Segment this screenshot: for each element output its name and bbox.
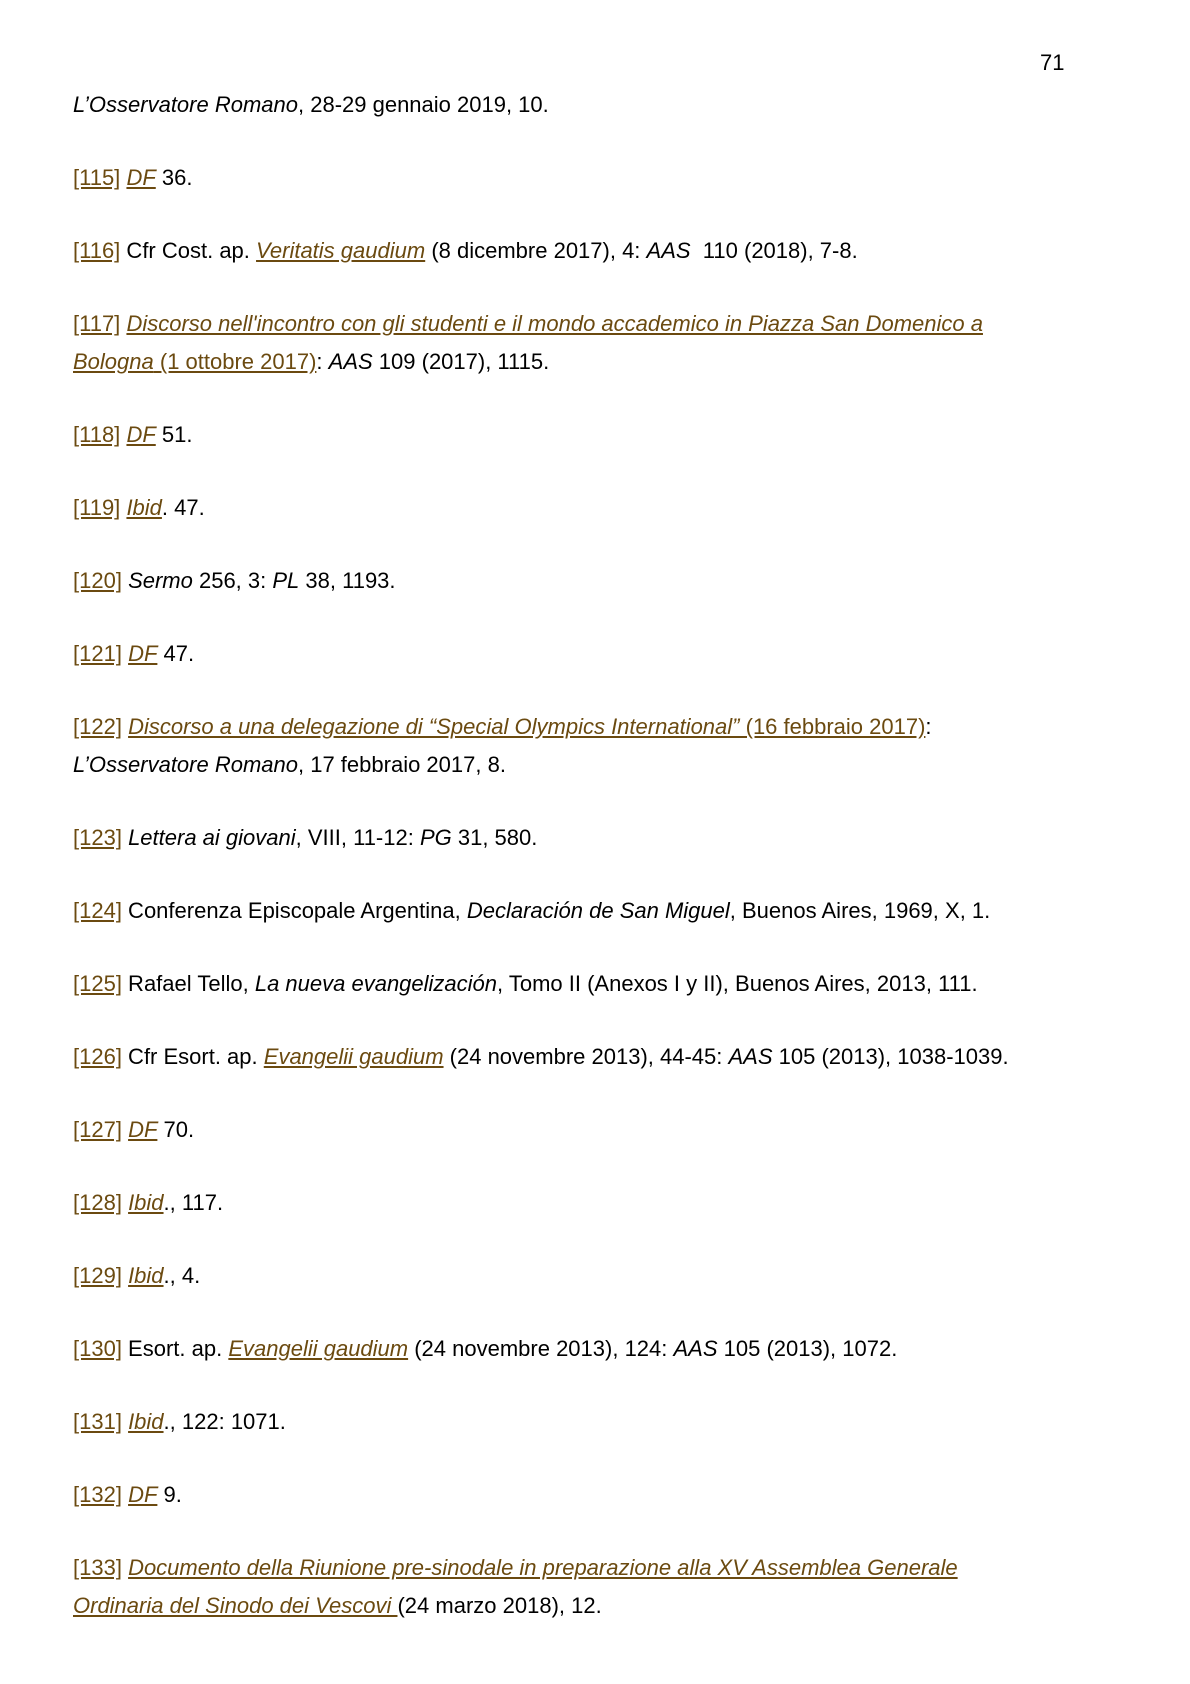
footnote-ref-link[interactable]: [132]	[73, 1482, 122, 1507]
footnote-ref-link[interactable]: [117]	[73, 311, 121, 336]
footnote-ref-link[interactable]: [131]	[73, 1409, 122, 1434]
footnote-120	[73, 562, 1123, 600]
publication-title: L’Osservatore Romano	[73, 752, 298, 777]
collection-abbrev: PL	[272, 568, 300, 593]
citation-text: , VIII, 11-12:	[295, 825, 420, 850]
work-title: Declaración de San Miguel	[466, 898, 730, 923]
work-title: La nueva evangelización	[254, 971, 498, 996]
aas-abbrev: AAS	[328, 349, 373, 374]
df-link[interactable]	[126, 422, 155, 447]
document-title: Discorso nell'incontro con gli studenti e il mondo accademico in Piazza San Domenico a	[126, 311, 983, 336]
document-title: Veritatis gaudium	[256, 238, 426, 263]
document-title: Bologna	[73, 349, 154, 374]
footnote-115	[73, 159, 1123, 197]
ibid-link[interactable]	[126, 495, 161, 520]
footnote-133	[73, 1549, 1123, 1625]
document-title: Evangelii gaudium	[228, 1336, 409, 1361]
df-sigla: DF	[126, 165, 156, 190]
df-sigla: DF	[126, 422, 156, 447]
citation-text: (8 dicembre 2017), 4:	[425, 238, 647, 263]
footnote-ref-link[interactable]: [122]	[73, 714, 122, 739]
document-link[interactable]	[264, 1044, 444, 1069]
footnote-126	[73, 1038, 1123, 1076]
footnote-124	[73, 892, 1123, 930]
citation-text: 31, 580.	[451, 825, 538, 850]
citation-text: 109 (2017), 1115.	[372, 349, 550, 374]
footnote-ref-link[interactable]: [125]	[73, 971, 122, 996]
citation-text: 47.	[157, 641, 195, 666]
ibid-text: Ibid	[126, 495, 162, 520]
citation-text: 70.	[157, 1117, 195, 1142]
aas-abbrev: AAS	[728, 1044, 773, 1069]
document-title: Documento della Riunione pre-sinodale in preparazione alla XV Assemblea Generale	[128, 1555, 958, 1580]
ibid-text: Ibid	[128, 1263, 164, 1288]
footnote-continuation	[73, 86, 1123, 124]
footnote-118	[73, 416, 1123, 454]
footnote-116	[73, 232, 1123, 270]
citation-text: ., 117.	[163, 1190, 224, 1215]
citation-text: , 17 febbraio 2017, 8.	[298, 752, 506, 777]
document-link-continued[interactable]	[73, 1593, 397, 1618]
document-title: Ordinaria del Sinodo dei Vescovi	[73, 1593, 398, 1618]
df-link[interactable]	[128, 1482, 157, 1507]
citation-text: 51.	[155, 422, 193, 447]
footnote-ref-link[interactable]: [116]	[73, 238, 121, 263]
work-title: Sermo	[128, 568, 193, 593]
footnote-121	[73, 635, 1123, 673]
document-title: Discorso a una delegazione di “Special Olympics International”	[128, 714, 740, 739]
citation-text: ., 4.	[163, 1263, 201, 1288]
citation-text: Cfr Cost. ap.	[120, 238, 257, 263]
aas-abbrev: AAS	[673, 1336, 718, 1361]
document-link[interactable]	[256, 238, 425, 263]
citation-text: 110 (2018), 7-8.	[690, 238, 858, 263]
ibid-text: Ibid	[128, 1409, 164, 1434]
citation-text: , Buenos Aires, 1969, X, 1.	[729, 898, 991, 923]
collection-abbrev: PG	[419, 825, 452, 850]
ibid-link[interactable]	[128, 1190, 163, 1215]
footnote-132	[73, 1476, 1123, 1514]
ibid-link[interactable]	[128, 1263, 163, 1288]
citation-text: :	[316, 349, 329, 374]
df-sigla: DF	[128, 641, 158, 666]
footnote-122	[73, 708, 1123, 784]
citation-text: Esort. ap.	[121, 1336, 229, 1361]
work-title: Lettera ai giovani	[128, 825, 296, 850]
footnote-ref-link[interactable]: [130]	[73, 1336, 122, 1361]
footnote-130	[73, 1330, 1123, 1368]
footnote-ref-link[interactable]: [126]	[73, 1044, 122, 1069]
citation-text: (24 novembre 2013), 124:	[408, 1336, 674, 1361]
footnote-ref-link[interactable]: [121]	[73, 641, 122, 666]
citation-text: (24 novembre 2013), 44-45:	[443, 1044, 729, 1069]
document-link[interactable]	[128, 1555, 958, 1580]
footnote-ref-link[interactable]: [123]	[73, 825, 122, 850]
footnote-119	[73, 489, 1123, 527]
footnote-ref-link[interactable]: [120]	[73, 568, 122, 593]
footnote-128	[73, 1184, 1123, 1222]
document-date: (1 ottobre 2017)	[153, 349, 317, 374]
document-link[interactable]	[126, 311, 983, 336]
footnote-ref-link[interactable]: [128]	[73, 1190, 122, 1215]
citation-text: ., 122: 1071.	[163, 1409, 286, 1434]
citation-text: (24 marzo 2018), 12.	[397, 1593, 602, 1618]
document-date: (16 febbraio 2017)	[739, 714, 926, 739]
footnote-ref-link[interactable]: [115]	[73, 165, 121, 190]
df-link[interactable]	[126, 165, 155, 190]
ibid-link[interactable]	[128, 1409, 163, 1434]
citation-text: 36.	[155, 165, 193, 190]
footnote-ref-link[interactable]: [124]	[73, 898, 122, 923]
footnote-ref-link[interactable]: [127]	[73, 1117, 122, 1142]
document-link[interactable]	[128, 714, 925, 739]
citation-text: 9.	[157, 1482, 182, 1507]
df-sigla: DF	[128, 1482, 158, 1507]
df-link[interactable]	[128, 1117, 157, 1142]
citation-text: :	[925, 714, 932, 739]
footnote-117	[73, 305, 1123, 381]
document-title: Evangelii gaudium	[263, 1044, 444, 1069]
citation-text: . 47.	[161, 495, 205, 520]
df-link[interactable]	[128, 641, 157, 666]
citation-text: Cfr Esort. ap.	[121, 1044, 264, 1069]
df-sigla: DF	[128, 1117, 158, 1142]
footnote-ref-link[interactable]: [133]	[73, 1555, 122, 1580]
citation-text: 105 (2013), 1038-1039.	[772, 1044, 1009, 1069]
citation-text: 105 (2013), 1072.	[717, 1336, 898, 1361]
aas-abbrev: AAS	[646, 238, 691, 263]
footnote-131	[73, 1403, 1123, 1441]
citation-text: 38, 1193.	[299, 568, 396, 593]
footnote-ref-link[interactable]: [129]	[73, 1263, 122, 1288]
footnote-123	[73, 819, 1123, 857]
publication-title: L’Osservatore Romano	[73, 92, 298, 117]
footnote-ref-link[interactable]: [118]	[73, 422, 121, 447]
footnote-ref-link[interactable]: [119]	[73, 495, 121, 520]
ibid-text: Ibid	[128, 1190, 164, 1215]
footnote-125	[73, 965, 1123, 1003]
document-link-continued[interactable]	[73, 349, 316, 374]
footnotes-list	[73, 86, 1123, 1660]
document-link[interactable]	[228, 1336, 408, 1361]
citation-text: , 28-29 gennaio 2019, 10.	[298, 92, 549, 117]
citation-text: Conferenza Episcopale Argentina,	[121, 898, 467, 923]
page-number: 71	[1040, 50, 1065, 75]
citation-text: 256, 3:	[192, 568, 273, 593]
citation-text: Rafael Tello,	[121, 971, 255, 996]
footnote-129	[73, 1257, 1123, 1295]
footnote-127	[73, 1111, 1123, 1149]
citation-text: , Tomo II (Anexos I y II), Buenos Aires, 2013, 111.	[497, 971, 978, 996]
